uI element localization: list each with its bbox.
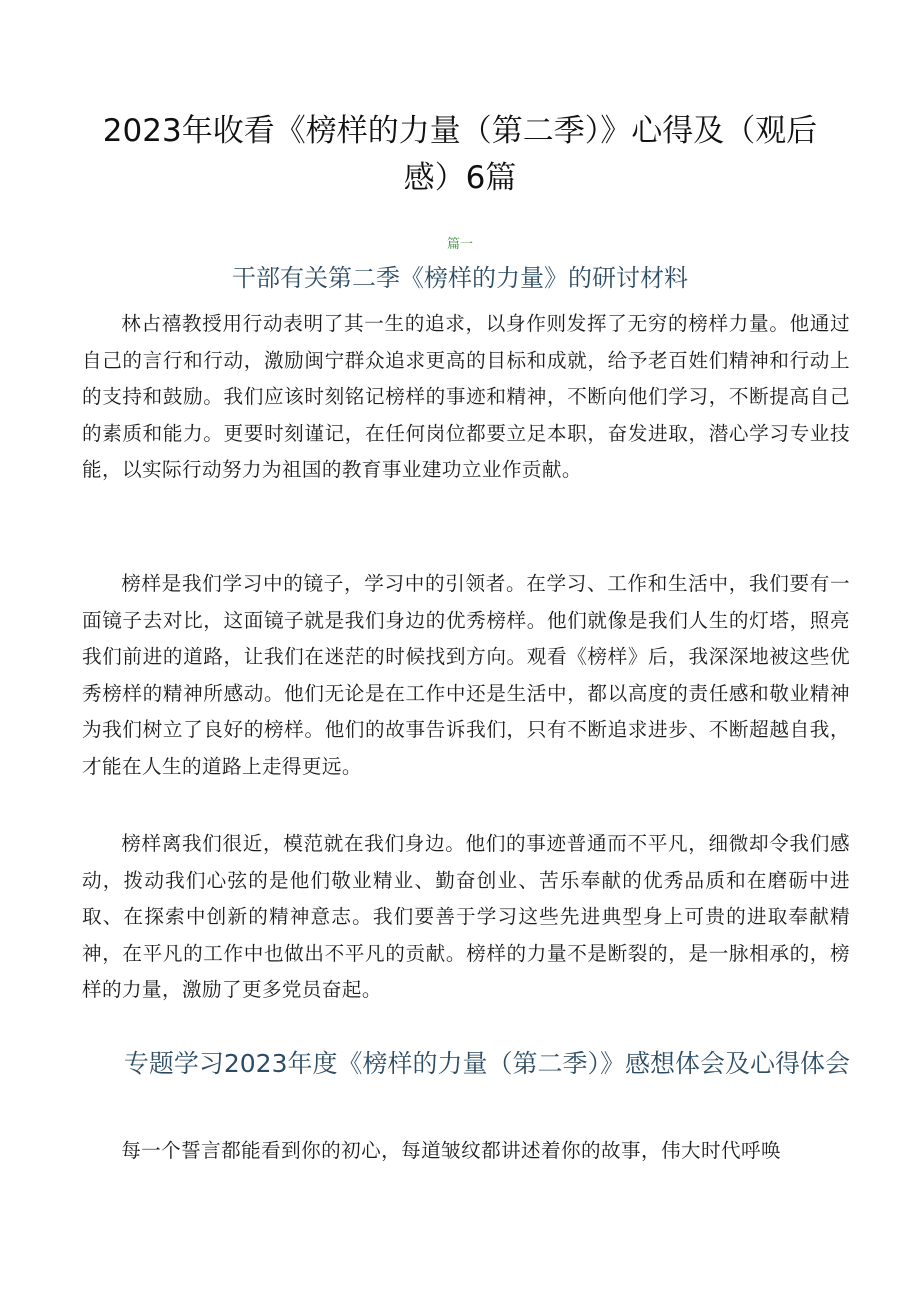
section-1-heading: 干部有关第二季《榜样的力量》的研讨材料 — [232, 264, 688, 292]
section-1-paragraph-2: 榜样是我们学习中的镜子，学习中的引领者。在学习、工作和生活中，我们要有一面镜子去对比，这面镜子就是我们身边的优秀榜样。他们就像是我们人生的灯塔，照亮我们前进的道路，让我们在迷茫的时候找到方向。观看《榜样》后，我深深地被这些优秀榜样的精神所感动。他们无论是在工作中还是生活中，都以高度的责任感和敬业精神为我们树立了良好的榜样。他们的故事告诉我们，只有不断追求进步、不断超越自我，才能在人生的道路上走得更远。 — [82, 572, 850, 778]
section-2-paragraph-1: 每一个誓言都能看到你的初心，每道皱纹都讲述着你的故事，伟大时代呼唤 — [121, 1139, 781, 1162]
document-title: 2023年收看《榜样的力量（第二季）》心得及（观后感）6篇 — [102, 113, 818, 196]
section-label: 篇一 — [446, 237, 473, 252]
section-1-paragraph-3: 榜样离我们很近，模范就在我们身边。他们的事迹普通而不平凡，细微却令我们感动，拨动我们心弦的是他们敬业精业、勤奋创业、苦乐奉献的优秀品质和在磨砺中进取、在探索中创新的精神意志。我们要善于学习这些先进典型身上可贵的进取奉献精神，在平凡的工作中也做出不平凡的贡献。榜样的力量不是断裂的，是一脉相承的，榜样的力量，激励了更多党员奋起。 — [82, 832, 850, 1001]
section-1-paragraph-1: 林占禧教授用行动表明了其一生的追求，以身作则发挥了无穷的榜样力量。他通过自己的言行和行动，激励闽宁群众追求更高的目标和成就，给予老百姓们精神和行动上的支持和鼓励。我们应该时刻铭记榜样的事迹和精神，不断向他们学习，不断提高自己的素质和能力。更要时刻谨记，在任何岗位都要立足本职，奋发进取，潜心学习专业技能，以实际行动努力为祖国的教育事业建功立业作贡献。 — [82, 312, 850, 481]
section-2-heading: 专题学习2023年度《榜样的力量（第二季）》感想体会及心得体会 — [123, 1049, 850, 1078]
